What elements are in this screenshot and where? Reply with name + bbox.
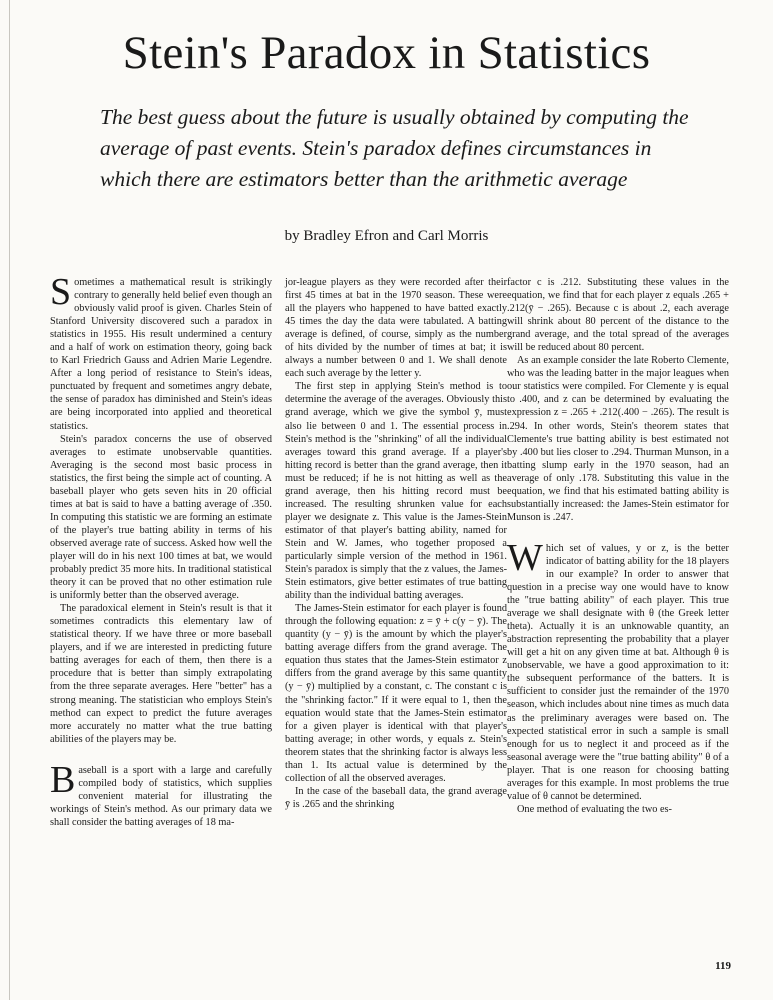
article-title: Stein's Paradox in Statistics — [122, 27, 651, 79]
paragraph: jor-league players as they were recorded after their first 45 times at bat in the 1970 season. These were all the players who happened to have batted exactly 45 times the day the data were tabulated. A batting average is defined, of course, simply as the number of hits divided by the number of times at bat; it is always a number between 0 and 1. We shall denote each such average by the letter y. — [285, 277, 507, 380]
paragraph — [50, 758, 272, 829]
paragraph: As an example consider the late Roberto Clemente, who was the leading batter in the major leagues when our statistics were compiled. For Clemente y is equal to .400, and z can be determined by evaluating the expression z = .265 + .212(.400 − .265). The result is .294. In other words, Stein's theorem states that Clemente's true batting ability is best estimated not by .400 but lies closer to .294. Thurman Munson, in a batting slump early in the 1970 season, had an average of only .178. Substituting this value in the equation, we find that his estimated batting ability is substantially increased: the James-Stein estimator for Munson is .247. — [507, 355, 729, 523]
paragraph — [507, 536, 729, 803]
drop-cap: S — [50, 271, 72, 313]
column-2 — [285, 276, 507, 811]
article-subtitle: The best guess about the future is usually obtained by computing the average of past events. Stein's paradox defines circumstances in which there are estimators better than the arithmetic average — [100, 105, 689, 191]
paragraph-text: ometimes a mathematical result is strikingly contrary to generally held belief even though an obviously valid proof is given. Charles Stein of Stanford University discovered such a paradox in statistics in 1955. His result undermined a century and a half of work on estimation theory, going back to Karl Friedrich Gauss and Adrien Marie Legendre. After a long period of resistance to Stein's ideas, punctuated by frequent and sometimes angry debate, the sense of paradox has diminished and Stein's ideas are being incorporated into applied and theoretical statistics. — [50, 277, 272, 432]
section-gap — [50, 746, 272, 764]
paragraph-text: aseball is a sport with a large and carefully compiled body of statistics, which supplies convenient material for illustrating the workings of Stein's method. As our primary data we shall consider the batting averages of 18 ma- — [50, 764, 272, 828]
paragraph: factor c is .212. Substituting these values in the equation, we find that for each player z equals .265 + .212(ȳ − .265). Because c is about .2, each average will shrink about 80 percent of the distance to the grand average, and the total spread of the averages will be reduced about 80 percent. — [507, 277, 729, 354]
paragraph-text: hich set of values, y or z, is the better indicator of batting ability for the 18 players in our example? In order to answer that question in a precise way one would have to know the "true batting ability" of each player. This true average we shall designate with θ (the Greek letter theta). Actually it is an unknowable quantity, an abstraction representing the probability that a player will get a hit on any given time at bat. Although θ is unobservable, we have a good approximation to it: the subsequent performance of the batters. It is sufficient to consider just the remainder of the 1970 season, which includes about nine times as much data as the preliminary averages were based on. The expected statistical error in such a sample is small enough for us to neglect it and proceed as if the seasonal average were the "true batting ability" θ of a player. That is one reason for choosing batting averages for this example. In most problems the true value of θ cannot be determined. — [507, 542, 729, 802]
paragraph: The paradoxical element in Stein's result is that it sometimes contradicts this elementary law of statistical theory. If we have three or more baseball players, and if we are interested in predicting future batting averages for each of them, then there is a procedure that is better than simply extrapolating from the three separate averages. Here "better" has a strong meaning. The statistician who employs Stein's method can expect to predict the future averages more accurately no matter what the true batting abilities of the players may be. — [50, 603, 272, 745]
drop-cap: B — [50, 758, 76, 801]
paragraph: One method of evaluating the two es- — [517, 803, 672, 815]
column-1 — [50, 271, 272, 829]
byline: by Bradley Efron and Carl Morris — [284, 228, 489, 244]
paragraph: The first step in applying Stein's method is to determine the average of the averages. Obviously this grand average, which we give the symbol ȳ, must also lie between 0 and 1. The essential process in Stein's method is the "shrinking" of all the individual averages toward this grand average. If a player's hitting record is better than the grand average, then it must be reduced; if he is not hitting as well as the grand average, then his hitting record must be increased. The resulting shrunken value for each player we designate z. This value is the James-Stein estimator of that player's batting ability, named for Stein and W. James, who together proposed a particularly simple version of the method in 1961. Stein's paradox is simply that the z values, the James-Stein estimators, give better estimates of true batting ability than the individual batting averages. — [285, 381, 507, 602]
paragraph — [50, 271, 272, 433]
column-3 — [507, 276, 729, 816]
drop-cap: W — [507, 536, 543, 579]
paragraph: Stein's paradox concerns the use of observed averages to estimate unobservable quantities. Averaging is the second most basic process in statistics, the first being the simple act of counting. A baseball player who gets seven hits in 20 official times at bat is said to have a batting average of .350. In computing this statistic we are forming an estimate of the player's true batting ability in terms of his observed average rate of success. Asked how well the player will do in his next 100 times at bat, we would probably predict 35 more hits. In traditional statistical theory it can be proved that no other estimation rule is uniformly better than the observed average. — [50, 433, 272, 602]
binding-edge-rule — [9, 0, 10, 1000]
paragraph: In the case of the baseball data, the grand average ȳ is .265 and the shrinking — [285, 785, 507, 810]
page-number: 119 — [715, 960, 731, 972]
paragraph: The James-Stein estimator for each player is found through the following equation: z = ȳ + c(y − ȳ). The quantity (y − ȳ) is the amount by which the player's batting average differs from the grand average. The equation thus states that the James-Stein estimator z differs from the grand average by this same quantity (y − ȳ) multiplied by a constant, c. The constant c is the "shrinking factor." If it were equal to 1, then the equation would state that the James-Stein estimator for a given player is identical with that player's batting average; in other words, y equals z. Stein's theorem states that the shrinking factor is always less than 1. Its actual value is determined by the collection of all the observed averages. — [285, 603, 507, 784]
